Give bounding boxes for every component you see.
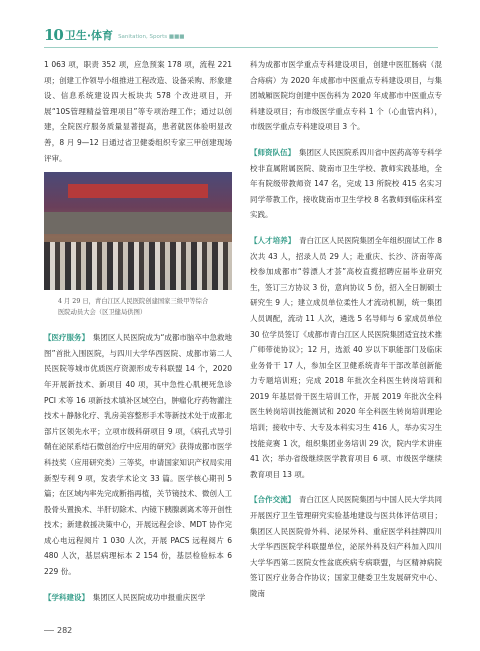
page-header	[44, 24, 184, 46]
cooperation-tag: 【合作交流】	[250, 495, 292, 505]
discipline-tag: 【学科建设】	[44, 592, 86, 602]
talent-text: 青白江区人民医院集团全年组织面试工作 8 次共 43 人，招录人员 29 人；赴重庆、长沙、济南等高校参加成都市“蓉漂人才荟”高校直揽招聘应届毕业研究生，签订三方协议 3 份，意向协议 5 份，招入全日制硕士研究生 9 人；建立成员单位柔性人才流动机制，统一集团人员调配，流动 11 人次，遴选 5 名导师与 6 家成员单位 30 位学员签订《成都市青白江区人民医院集团适宜技术推广师带徒协议》；12 月，选派 40 岁以下职能部门及临床业务骨干 17 人，参加全区卫健系统青年干部改革创新能力专题培训班；完成 2018 年批次全科医生转岗培训和 2019 年基层骨干医生培训工作，开展 2019 年批次全科医生转岗培训技能测试和 2020 年全科医生转岗培训理论培训；接收中专、大专及本科实习生 416 人，举办实习生技能竞赛 1 次，组织集团业务培训 29 次，院内学术讲座 41 次；举办省级继续医学教育项目 6 项、市级医学继续教育项目 13 项。	[250, 235, 443, 479]
discipline-text: 集团区人民医院成功申报重庆医学	[92, 592, 206, 602]
medical-service-tag: 【医疗服务】	[44, 333, 86, 343]
discipline-paragraph	[44, 590, 232, 606]
talent-paragraph	[250, 233, 442, 483]
photo-caption	[58, 296, 232, 318]
intro-paragraph: 1 063 项，职责 352 项，应急预案 178 项，流程 221 项；创建工作领导小组推进工程改造、设备采购、形象建设、信息系统建设四大板块共 578 个改进项目，开展“10S管理精益管理项目”等专项治理工作；通过以创建，全院医疗服务质量显著提高，患者就医体验明显改善，8 月 9—12 日通过省卫健委组织专家三甲创建现场评审。	[44, 60, 232, 163]
faculty-paragraph	[250, 145, 442, 223]
caption-line-2: 医院动员大会（区卫健局供图）	[58, 309, 147, 317]
chapter-english: Sanitation, Sports ■■■	[118, 33, 185, 40]
caption-line-1: 4 月 29 日，青白江区人民医院创建国家三级甲等综合	[58, 298, 209, 306]
chapter-logo: 10	[44, 26, 63, 44]
faculty-text: 集团区人民医院系四川省中医药高等专科学校非直属附属医院、陇南市卫生学校、教师实践基地，全年有院级带教师资 147 名，完成 13 所院校 415 名实习同学带教工作，接收陇南市卫生学校 8 名教师到临床科室实践。	[250, 147, 443, 220]
page-footer	[44, 626, 72, 635]
page-number: 282	[57, 626, 73, 635]
chapter-category: 卫生·体育	[64, 29, 114, 42]
faculty-tag: 【师资队伍】	[250, 147, 292, 157]
cooperation-text: 青白江区人民医院集团与中国人民大学共同开展医疗卫生管理研究实验基地建设与医共体评估项目；集团区人民医院骨外科、泌尿外科、重症医学科挂牌四川大学华西医院学科联盟单位，泌尿外科及妇产科加入四川大学华西第二医院女性盆底疾病专病联盟，与区精神病院签订医疗业务合作协议；国家卫健委卫生发展研究中心、陇南	[250, 495, 443, 598]
photo-banner	[68, 184, 208, 198]
footer-rule	[44, 630, 54, 631]
photo-crowd	[44, 242, 232, 290]
photo-stage	[44, 212, 232, 234]
right-column	[250, 57, 442, 602]
talent-tag: 【人才培养】	[250, 235, 292, 245]
cooperation-paragraph	[250, 492, 442, 601]
header-rule	[44, 47, 438, 48]
medical-service-paragraph	[44, 330, 232, 580]
mobilization-meeting-photo	[44, 172, 232, 290]
medical-service-text: 集团区人民医院成为“成都市脑卒中急救地图”首批入围医院，与四川大学华西医院、成都市第二人民医院等城市优质医疗资源形成专科联盟 14 个，2020 年开展新技术、新项目 40 项，其中急性心肌梗死急诊 PCI 术等 16 项新技术填补区域空白，肿瘤化疗药物灌注技术＋静脉化疗、乳房美容整形手术等新技术处于成都北部片区领先水平；立项市级科研项目 9 项，《病孔式导引鞘在泌尿系结石微创治疗中应用的研究》获得成都市医学科技奖（应用研究类）三等奖，申请国家知识产权局实用新型专利 9 项，发表学术论文 33 篇。医学核心期刊 5 篇；在区域内率先完成断指再植，关节镜技术、微创人工股骨头置换术、半肝切除术、内镜下胰腺剥离术等开创性技术；新建救援决策中心，开展远程会诊、MDT 协作完成心电远程阅片 1 030 人次，开展 PACS 远程阅片 6 480 人次，基层病理标本 2 154 份，基层检验标本 6 229 份。	[44, 333, 233, 577]
right-intro-paragraph: 科为成都市医学重点专科建设项目，创建中医肛肠病（混合痔病）为 2020 年成都市中医重点专科建设项目，与集团城厢医院均创建中医伤科为 2020 年成都市中医重点专科建设项目；有市级医学重点专科 1 个（心血管内科），市级医学重点专科建设项目 3 个。	[250, 60, 442, 132]
left-column	[44, 57, 232, 605]
